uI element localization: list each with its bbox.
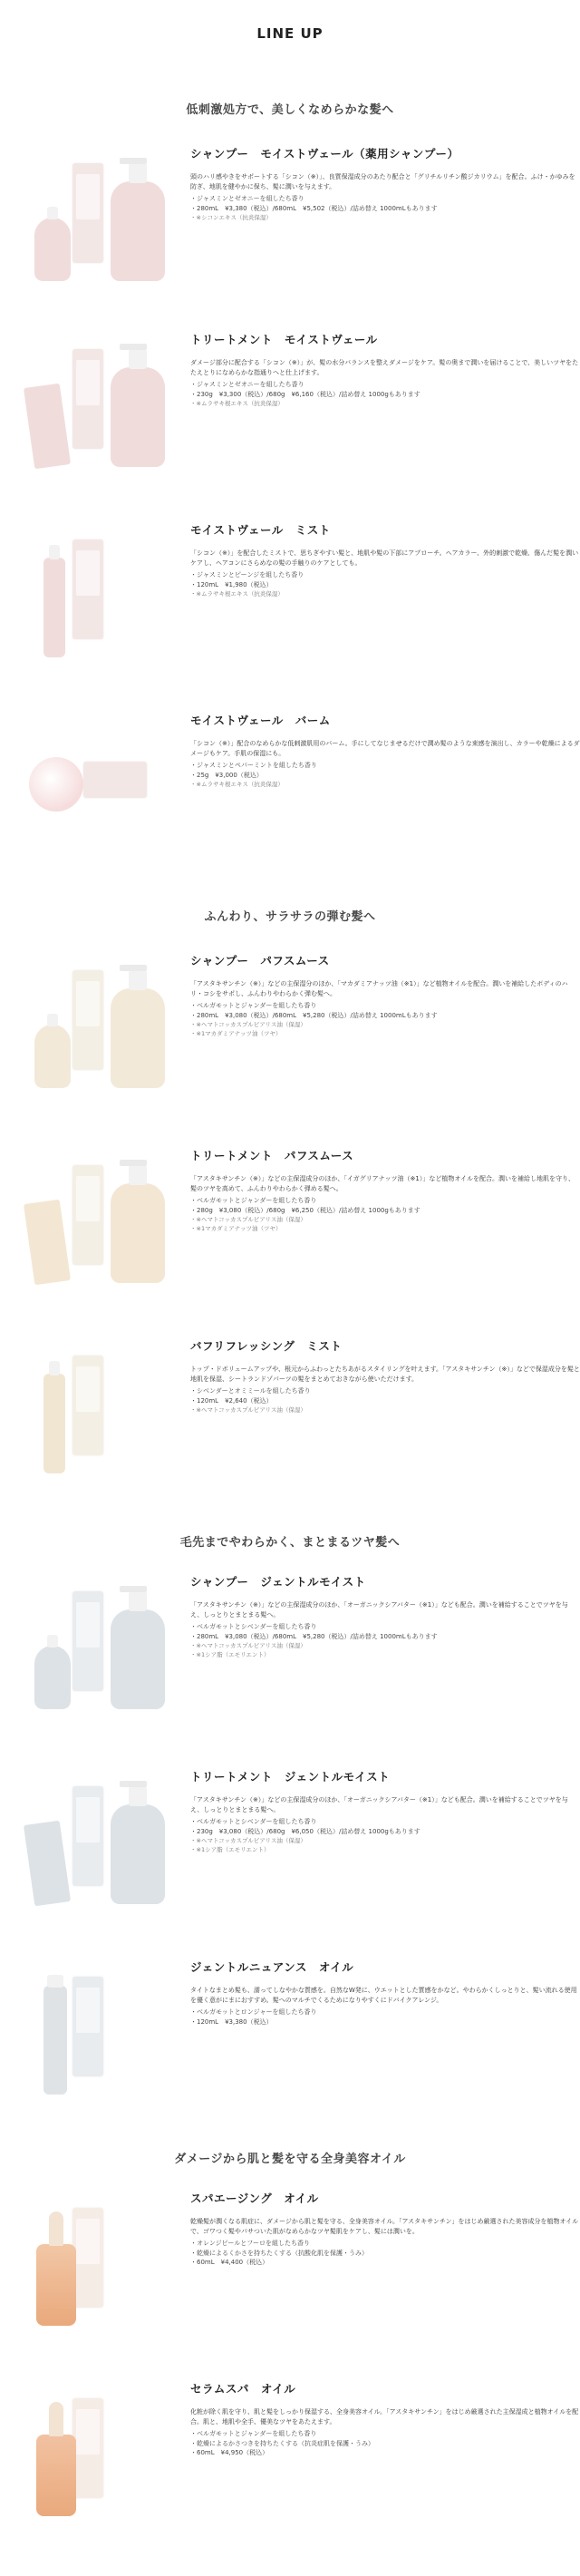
pump-cap bbox=[129, 163, 147, 183]
product-info bbox=[190, 1573, 580, 1660]
product-description: 「アスタキサンチン（※）」などの主保湿分のほか、「マカダミアナッツ油（※1）」など植物オイルを配合。潤いを補給したボディのハリ・コシをサポし、ふんわりやわらかく弾む髪へ。 bbox=[190, 980, 568, 997]
product-description: ダメージ部分に配合する「シコン（※）」が、髪の水分バランスを整えダメージをケア。髪の奥まで潤いを届けることで、美しいツヤをたたえとりになめらかな指通りへと仕上げます。 bbox=[190, 359, 579, 376]
small-bottle-image bbox=[34, 218, 71, 281]
product-box-label bbox=[76, 1176, 100, 1221]
product-detail-line: ・120mL ¥2,640（税込） bbox=[190, 1396, 273, 1405]
pump-head bbox=[120, 158, 147, 164]
product-detail-line: ・※1シア脂（エモリエント） bbox=[190, 1846, 270, 1854]
dropper-bottle-image bbox=[36, 2435, 76, 2516]
product-detail-line: ・280g ¥3,080（税込）/680g ¥6,250（税込）/詰め替え 1000gもあります bbox=[190, 1206, 420, 1214]
product-images bbox=[18, 1768, 181, 1949]
pump-cap bbox=[129, 1591, 147, 1611]
product-info bbox=[190, 1337, 580, 1414]
product-detail-line: ・※ムラサキ根エキス（抗炎保湿） bbox=[190, 781, 284, 789]
pump-head bbox=[120, 1781, 147, 1787]
product-detail-line: ・ジャスミンとピーンジを組したち香り bbox=[190, 570, 304, 578]
product-info bbox=[190, 712, 580, 789]
product-description: 「アスタキサンチン（※）」などの主保湿成分のほか、「オーガニックシアバター（※1）」なども配合。潤いを補給することでツヤを与え、しっとりとまとまる髪へ。 bbox=[190, 1601, 568, 1619]
product-info bbox=[190, 1147, 580, 1234]
tube-image bbox=[24, 1200, 71, 1286]
product-card bbox=[18, 1768, 568, 1949]
product-box-label bbox=[76, 1988, 100, 2033]
product-card bbox=[18, 331, 579, 512]
product-description: 化粧が除く肌を守り、肌と髪をしっかり保湿する、全身美容オイル。「アスタキサンチン」をはじめ厳選された主保湿成と植物オイルを配合。肌と、地肌や全手、優美なツヤをあたえます。 bbox=[190, 2408, 579, 2425]
product-card bbox=[18, 1959, 577, 2140]
tube-image bbox=[24, 1821, 71, 1907]
product-card bbox=[18, 952, 568, 1133]
mist-bottle-image bbox=[44, 1374, 65, 1473]
product-box-label bbox=[76, 174, 100, 219]
product-detail-line: ・ベルガモットとジャンダーを組したち香り bbox=[190, 1001, 317, 1009]
dropper-bulb bbox=[49, 2211, 63, 2246]
product-card bbox=[18, 712, 580, 893]
pump-bottle-image bbox=[111, 1183, 165, 1283]
product-detail-line: ・ベルガモットとロンジャーを組したち香り bbox=[190, 2007, 317, 2016]
mist-bottle-image bbox=[44, 558, 65, 657]
product-detail-line: ・25g ¥3,000（税込） bbox=[190, 771, 263, 779]
pump-bottle-image bbox=[111, 181, 165, 281]
product-name: バフリフレッシング ミスト bbox=[190, 1339, 343, 1353]
product-description: 「シコン（※）」を配合したミストで、思ちぎやすい髪と、地肌や髪の下部にアプローチ。ヘアカラー、外的刺激で乾燥、傷んだ髪を潤いケアし、ヘアコンにさらめなの髪の手触りのケアとしても。 bbox=[190, 549, 579, 567]
product-detail-line: ・※シコンエキス（抗炎保湿） bbox=[190, 214, 272, 222]
product-info bbox=[190, 145, 580, 222]
product-info bbox=[190, 521, 580, 598]
pump-bottle-image bbox=[111, 1609, 165, 1709]
product-detail-line: ・230g ¥3,080（税込）/680g ¥6,050（税込）/詰め替え 1000gもあります bbox=[190, 1827, 420, 1835]
product-card bbox=[18, 1147, 575, 1328]
pump-bottle-image bbox=[111, 988, 165, 1088]
pump-cap bbox=[129, 1165, 147, 1185]
mist-nozzle bbox=[49, 545, 60, 559]
product-detail-line: ・※1マカダミアナッツ油（ツヤ） bbox=[190, 1225, 282, 1233]
product-images bbox=[18, 1337, 181, 1519]
product-detail-line: ・ベルガモットとジャンダーを組したち香り bbox=[190, 1196, 317, 1204]
product-detail-line: ・280mL ¥3,080（税込）/680mL ¥5,280（税込）/詰め替え 1000mLもあります bbox=[190, 1632, 438, 1640]
product-images bbox=[18, 2380, 181, 2561]
product-detail-line: ・60mL ¥4,950（税込） bbox=[190, 2449, 269, 2457]
product-images bbox=[18, 712, 181, 893]
product-description: 「アスタキサンチン（※）」などの主保湿成分のほか、「オーガニックシアバター（※1）」なども配合。潤いを補給することでツヤを与え、しっとりとまとまる髪へ。 bbox=[190, 1796, 568, 1813]
product-info bbox=[190, 331, 580, 408]
product-box-image bbox=[83, 762, 147, 798]
product-box-label bbox=[76, 360, 100, 405]
small-bottle-cap bbox=[47, 1635, 58, 1648]
pump-bottle-image bbox=[111, 1804, 165, 1904]
product-box-label bbox=[76, 2409, 100, 2454]
dropper-bulb bbox=[49, 2402, 63, 2436]
small-bottle-image bbox=[34, 1025, 71, 1088]
product-box-label bbox=[76, 1797, 100, 1842]
product-description: 乾燥髪が潤くなる肌症に、ダメージから肌と髪を守る、全身美容オイル。「アスタキサンチン」をはじめ厳選された美容成分を植物オイルで、ゴワつく髪やパサついた肌がなめらかなツヤ髪肌をケアし、髪には潤いを。 bbox=[190, 2218, 579, 2235]
page-title: LINE UP bbox=[256, 25, 324, 42]
pump-head bbox=[120, 1160, 147, 1166]
product-card bbox=[18, 145, 575, 326]
product-images bbox=[18, 952, 181, 1133]
product-detail-line: ・※1マカダミアナッツ油（ツヤ） bbox=[190, 1030, 282, 1038]
product-info bbox=[190, 1959, 580, 2027]
product-description: タイトなまとめ髪も、濡ってしなやかな質感を。自然なW発に、ウエットとした質感をかなど。やわらかくしっとりと、髪い流れる使用を優く意がにまにおすすめ。髪へのマルチでくるためになりやすくにドバイクアレンジ。 bbox=[190, 1987, 577, 2004]
product-detail-line: ・※1シア脂（エモリエント） bbox=[190, 1651, 270, 1659]
oil-bottle-cap bbox=[47, 1975, 63, 1988]
section-heading: 低刺激処方で、美しくなめらかな髪へ bbox=[186, 103, 394, 117]
pump-head bbox=[120, 1586, 147, 1592]
product-info bbox=[190, 952, 580, 1039]
section-heading: 毛先までやわらかく、まとまるツヤ髪へ bbox=[179, 1536, 401, 1550]
product-detail-line: ・オレンジピールとフーロを組したち香り bbox=[190, 2239, 311, 2247]
pump-cap bbox=[129, 1786, 147, 1806]
product-info bbox=[190, 1768, 580, 1855]
product-detail-line: ・ベルガモットとシベンダーを組したち香り bbox=[190, 1622, 317, 1630]
pump-bottle-image bbox=[111, 367, 165, 467]
product-name: トリートメント モイストヴェール bbox=[190, 333, 378, 346]
dropper-bottle-image bbox=[36, 2244, 76, 2326]
product-name: シャンプー ジェントルモイスト bbox=[190, 1575, 366, 1589]
product-images bbox=[18, 1573, 181, 1755]
small-bottle-cap bbox=[47, 207, 58, 219]
product-images bbox=[18, 521, 181, 703]
small-bottle-cap bbox=[47, 1014, 58, 1026]
product-detail-line: ・230g ¥3,300（税込）/680g ¥6,160（税込）/詰め替え 1000gもあります bbox=[190, 390, 420, 398]
oil-bottle-image bbox=[44, 1986, 67, 2095]
product-card bbox=[18, 1337, 580, 1519]
product-box-label bbox=[76, 981, 100, 1026]
product-name: トリートメント パフスムース bbox=[190, 1149, 354, 1162]
product-images bbox=[18, 2190, 181, 2371]
product-detail-line: ・ジャスミンとゼオニーを組したち香り bbox=[190, 194, 304, 202]
pump-head bbox=[120, 965, 147, 971]
product-detail-line: ・シベンダーとオミミールを組したち香り bbox=[190, 1386, 311, 1395]
balm-jar-image bbox=[29, 757, 83, 812]
product-detail-line: ・※ヘマトコッカスプルビアリス油（保湿） bbox=[190, 1406, 306, 1414]
product-detail-line: ・※ヘマトコッカスプルビアリス油（保湿） bbox=[190, 1021, 306, 1029]
product-description: 「シコン（※）」配合のなめらかな低刺激肌用のバーム。手にしてなじませるだけで潤め髪のような束感を演出し、カラーや乾燥によるダメージもケア。手肌の保湿にも。 bbox=[190, 740, 580, 757]
product-info bbox=[190, 2380, 580, 2458]
product-description: トップ・ドボリュームアップや、根元からふわっとたちあがるスタイリングを叶えます。「アスタキサンチン（※）」などで保湿成分を髪と地肌を保湿、シートランドゾパーツの髪をまとめておきながら使いただけます。 bbox=[190, 1366, 580, 1383]
mist-nozzle bbox=[49, 1361, 60, 1375]
product-name: スパエージング オイル bbox=[190, 2192, 319, 2205]
product-description: 「アスタキサンチン（※）」などの主保湿成分のほか、「イガグリアナッツ油（※1）」など植物オイルを配合。潤いを補給し地肌を守り、髪のツヤを高めて、ふんわりやわらかく弾める髪へ。 bbox=[190, 1175, 575, 1192]
product-detail-line: ・※ヘマトコッカスプルビアリス油（保湿） bbox=[190, 1216, 306, 1224]
product-detail-line: ・乾燥によるくかさを持ちたくする（抗酸化肌を保護・うみ） bbox=[190, 2249, 368, 2257]
product-box-label bbox=[76, 550, 100, 596]
product-detail-line: ・ベルガモットとシベンダーを組したち香り bbox=[190, 1817, 317, 1825]
section-heading: ふんわり、サラサラの弾む髪へ bbox=[204, 910, 376, 924]
product-box-label bbox=[76, 1602, 100, 1648]
product-card bbox=[18, 1573, 568, 1755]
product-detail-line: ・60mL ¥4,400（税込） bbox=[190, 2259, 269, 2267]
product-info bbox=[190, 2190, 580, 2268]
product-images bbox=[18, 145, 181, 326]
product-box-label bbox=[76, 2219, 100, 2264]
product-name: ジェントルニュアンス オイル bbox=[190, 1960, 354, 1974]
product-detail-line: ・280mL ¥3,080（税込）/680mL ¥5,280（税込）/詰め替え 1000mLもあります bbox=[190, 1011, 438, 1019]
product-card bbox=[18, 2380, 579, 2561]
pump-cap bbox=[129, 349, 147, 369]
product-card bbox=[18, 2190, 579, 2371]
product-detail-line: ・※ヘマトコッカスプルビアリス油（保湿） bbox=[190, 1837, 306, 1845]
product-detail-line: ・280mL ¥3,380（税込）/680mL ¥5,502（税込）/詰め替え 1000mLもあります bbox=[190, 204, 438, 212]
product-detail-line: ・ベルガモットとジャンダーを組したち香り bbox=[190, 2429, 317, 2437]
product-name: シャンプー モイストヴェール（薬用シャンプー） bbox=[190, 147, 459, 160]
product-detail-line: ・※ムラサキ根エキス（抗炎保湿） bbox=[190, 590, 284, 598]
product-detail-line: ・120mL ¥1,980（税込） bbox=[190, 580, 273, 588]
product-description: 頭のハリ感やきをサポートする「シコン（※）」、良質保湿成分のあたり配合と「グリチルリチン酸ジカリウム」を配合。ふけ・かゆみを防ぎ、地肌を健やかに保ち、髪に潤いを与えます。 bbox=[190, 173, 575, 190]
product-detail-line: ・※ヘマトコッカスプルビアリス油（保湿） bbox=[190, 1642, 306, 1650]
small-bottle-image bbox=[34, 1646, 71, 1709]
product-name: セラムスパ オイル bbox=[190, 2382, 296, 2396]
product-images bbox=[18, 1147, 181, 1328]
section-heading: ダメージから肌と髪を守る全身美容オイル bbox=[174, 2153, 406, 2166]
product-detail-line: ・ジャスミンとゼオニーを組したち香り bbox=[190, 380, 304, 388]
pump-cap bbox=[129, 970, 147, 990]
product-detail-line: ・乾燥によるかさつきを持ちたくする（抗炎症肌を保護・うみ） bbox=[190, 2439, 374, 2447]
product-name: モイストヴェール バーム bbox=[190, 714, 331, 727]
product-detail-line: ・ジャスミンとペパーミントを組したち香り bbox=[190, 761, 317, 769]
product-detail-line: ・※ムラサキ根エキス（抗炎保湿） bbox=[190, 400, 284, 408]
tube-image bbox=[24, 384, 71, 470]
product-name: シャンプー パフスムース bbox=[190, 954, 330, 967]
product-detail-line: ・120mL ¥3,380（税込） bbox=[190, 2017, 273, 2026]
product-box-label bbox=[76, 1366, 100, 1412]
product-name: トリートメント ジェントルモイスト bbox=[190, 1770, 391, 1784]
product-card bbox=[18, 521, 579, 703]
product-name: モイストヴェール ミスト bbox=[190, 523, 331, 537]
product-images bbox=[18, 331, 181, 512]
pump-head bbox=[120, 344, 147, 350]
product-images bbox=[18, 1959, 181, 2140]
